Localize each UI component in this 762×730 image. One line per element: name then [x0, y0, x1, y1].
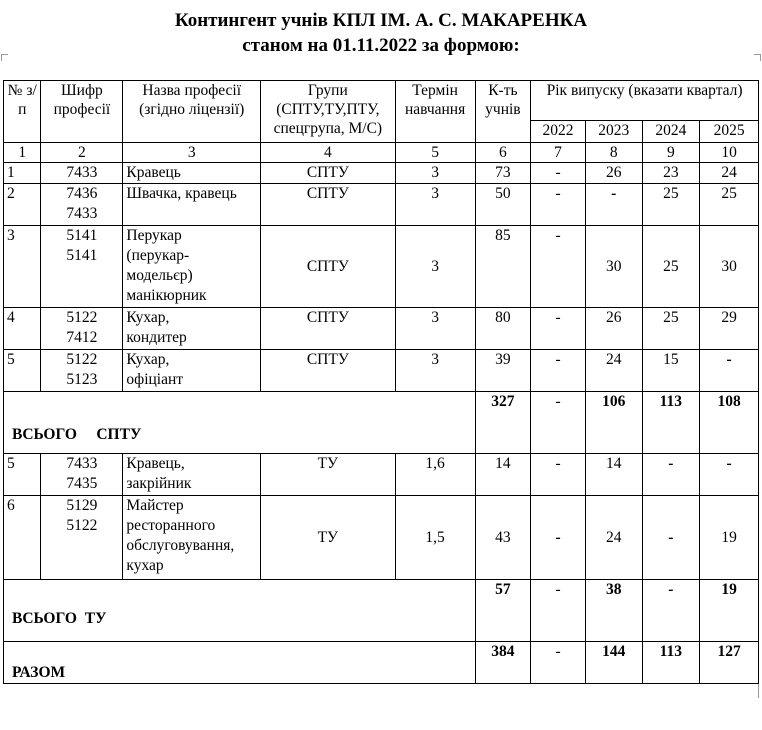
row-code	[41, 226, 123, 308]
row-y2023: 24	[585, 496, 642, 580]
row-y2022: -	[531, 454, 586, 496]
row-y2022: -	[531, 184, 586, 226]
row-code-2: 7433	[66, 205, 98, 222]
row-y2022: -	[531, 163, 586, 184]
header-year-2024: 2024	[642, 121, 700, 143]
row-term: 3	[395, 226, 475, 308]
row-y2024: 15	[642, 350, 700, 392]
row-code-1: 5122	[66, 351, 98, 368]
row-y2023: 26	[585, 308, 642, 350]
row-group: СПТУ	[261, 308, 396, 350]
row-code-1: 5122	[66, 309, 98, 326]
table-row	[4, 163, 759, 184]
row-y2025: -	[700, 454, 759, 496]
row-code-2: 7412	[66, 329, 98, 346]
row-y2022: -	[531, 226, 586, 308]
row-term: 3	[395, 163, 475, 184]
colnum: 4	[261, 143, 396, 163]
header-row	[4, 81, 759, 121]
row-code-2: 5123	[66, 371, 98, 388]
row-code	[41, 163, 123, 184]
row-term: 1,6	[395, 454, 475, 496]
row-code-2: 5141	[66, 247, 98, 264]
header-year-2022: 2022	[531, 121, 586, 143]
row-y2023: -	[585, 184, 642, 226]
colnum: 1	[4, 143, 41, 163]
table-row	[4, 226, 759, 308]
total-sptu-y2023: 106	[585, 392, 642, 454]
header-name: Назва професії (згідно ліцензії)	[123, 81, 261, 143]
row-code-1: 7433	[66, 455, 98, 472]
total-tu-row	[4, 580, 759, 642]
total-sptu-label	[4, 392, 476, 454]
colnum: 2	[41, 143, 123, 163]
total-sptu-y2022: -	[531, 392, 586, 454]
row-count: 73	[475, 163, 531, 184]
row-y2024: -	[642, 496, 700, 580]
grand-total-count: 384	[475, 642, 531, 684]
row-group: СПТУ	[261, 163, 396, 184]
row-code	[41, 350, 123, 392]
row-code-2: 7435	[66, 475, 98, 492]
row-name: Кравець, закрійник	[123, 454, 261, 496]
row-y2025: 30	[700, 226, 759, 308]
table-row	[4, 184, 759, 226]
total-sptu-row	[4, 392, 759, 454]
header-year: Рік випуску (вказати квартал)	[531, 81, 759, 121]
grand-total-y2022: -	[531, 642, 586, 684]
row-name: Швачка, кравець	[123, 184, 261, 226]
total-tu-y2025: 19	[700, 580, 759, 642]
grand-total-row	[4, 642, 759, 684]
row-y2023: 30	[585, 226, 642, 308]
row-code-1: 7436	[66, 185, 98, 202]
grand-total-label-text: РАЗОМ	[12, 664, 66, 681]
row-code-1: 5141	[66, 227, 98, 244]
row-y2022: -	[531, 308, 586, 350]
page-corner-mark-left	[1, 54, 8, 61]
total-sptu-y2025: 108	[700, 392, 759, 454]
row-y2023: 24	[585, 350, 642, 392]
header-count: К-ть учнів	[475, 81, 531, 143]
row-y2024: -	[642, 454, 700, 496]
row-count: 85	[475, 226, 531, 308]
row-num: 5	[4, 350, 41, 392]
row-num: 6	[4, 496, 41, 580]
total-tu-y2023: 38	[585, 580, 642, 642]
total-tu-label	[4, 580, 476, 642]
document-subtitle: станом на 01.11.2022 за формою:	[242, 35, 520, 56]
row-group: ТУ	[261, 454, 396, 496]
row-y2024: 25	[642, 184, 700, 226]
total-sptu-label-text: ВСЬОГО СПТУ	[12, 426, 142, 443]
row-y2025: -	[700, 350, 759, 392]
row-name: Кухар, офіціант	[123, 350, 261, 392]
row-code	[41, 496, 123, 580]
row-group: СПТУ	[261, 184, 396, 226]
header-term: Термін навчання	[395, 81, 475, 143]
row-num: 2	[4, 184, 41, 226]
document-title: Контингент учнів КПЛ ІМ. А. С. МАКАРЕНКА	[174, 10, 588, 31]
row-code	[41, 308, 123, 350]
row-code-2: 5122	[66, 517, 98, 534]
header-year-2023: 2023	[585, 121, 642, 143]
row-code	[41, 184, 123, 226]
colnum: 10	[700, 143, 759, 163]
row-name: Перукар (перукар-модельєр) манікюрник	[123, 226, 261, 308]
row-y2025: 19	[700, 496, 759, 580]
table-row	[4, 308, 759, 350]
row-y2022: -	[531, 350, 586, 392]
row-num: 3	[4, 226, 41, 308]
row-name: Кухар, кондитер	[123, 308, 261, 350]
total-sptu-count: 327	[475, 392, 531, 454]
colnum: 8	[585, 143, 642, 163]
row-count: 50	[475, 184, 531, 226]
row-num: 5	[4, 454, 41, 496]
contingent-table	[3, 80, 759, 684]
header-year-2025: 2025	[700, 121, 759, 143]
row-code-1: 5129	[66, 497, 98, 514]
header-num: № з/п	[4, 81, 41, 143]
table-row	[4, 350, 759, 392]
row-y2023: 14	[585, 454, 642, 496]
colnum: 6	[475, 143, 531, 163]
row-y2024: 25	[642, 226, 700, 308]
row-y2025: 29	[700, 308, 759, 350]
row-term: 3	[395, 350, 475, 392]
row-term: 3	[395, 184, 475, 226]
row-count: 80	[475, 308, 531, 350]
total-tu-y2022: -	[531, 580, 586, 642]
row-name: Майстер ресторанного обслуговування, кухар	[123, 496, 261, 580]
row-num: 1	[4, 163, 41, 184]
total-sptu-y2024: 113	[642, 392, 700, 454]
total-tu-y2024: -	[642, 580, 700, 642]
row-count: 39	[475, 350, 531, 392]
header-groups: Групи (СПТУ,ТУ,ПТУ, спецгрупа, М/С)	[261, 81, 396, 143]
colnum: 5	[395, 143, 475, 163]
row-term: 3	[395, 308, 475, 350]
row-y2024: 23	[642, 163, 700, 184]
page-corner-mark-right	[754, 54, 761, 61]
row-num: 4	[4, 308, 41, 350]
row-code	[41, 454, 123, 496]
row-code-1: 7433	[66, 164, 98, 181]
grand-total-label	[4, 642, 476, 684]
header-code: Шифр професії	[41, 81, 123, 143]
row-count: 14	[475, 454, 531, 496]
row-y2023: 26	[585, 163, 642, 184]
colnum: 9	[642, 143, 700, 163]
colnum: 3	[123, 143, 261, 163]
row-y2025: 25	[700, 184, 759, 226]
table-row	[4, 454, 759, 496]
row-group: СПТУ	[261, 350, 396, 392]
row-group: ТУ	[261, 496, 396, 580]
row-group: СПТУ	[261, 226, 396, 308]
total-tu-count: 57	[475, 580, 531, 642]
row-name: Кравець	[123, 163, 261, 184]
grand-total-y2024: 113	[642, 642, 700, 684]
row-count: 43	[475, 496, 531, 580]
row-y2024: 25	[642, 308, 700, 350]
column-numbers-row	[4, 143, 759, 163]
table-row	[4, 496, 759, 580]
total-tu-label-text: ВСЬОГО ТУ	[12, 610, 107, 627]
colnum: 7	[531, 143, 586, 163]
row-y2025: 24	[700, 163, 759, 184]
grand-total-y2023: 144	[585, 642, 642, 684]
row-y2022: -	[531, 496, 586, 580]
row-term: 1,5	[395, 496, 475, 580]
grand-total-y2025: 127	[700, 642, 759, 684]
